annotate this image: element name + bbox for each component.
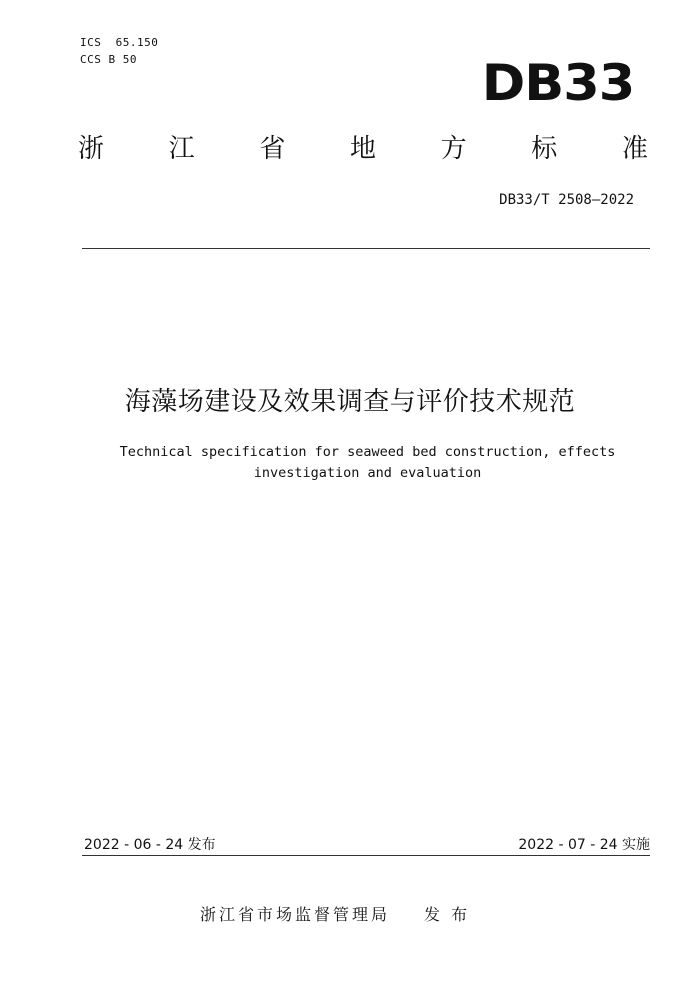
standard-type-heading <box>78 134 648 165</box>
standard-type-char: 方 <box>440 134 467 164</box>
bottom-divider <box>82 855 650 856</box>
standard-type-char: 省 <box>259 134 286 164</box>
issue-action: 发 布 <box>424 905 471 924</box>
top-divider <box>82 248 650 249</box>
date-row <box>84 834 650 854</box>
issuer-row <box>200 902 470 925</box>
title-english <box>60 442 675 484</box>
title-english-line-2: investigation and evaluation <box>253 465 482 481</box>
standard-number: DB33/T 2508—2022 <box>499 192 634 208</box>
standard-type-char: 标 <box>531 134 558 164</box>
ccs-code: CCS B 50 <box>80 53 137 66</box>
standard-type-char: 地 <box>349 134 376 164</box>
issuing-authority: 浙江省市场监督管理局 <box>200 905 391 924</box>
standard-type-char: 江 <box>168 134 195 164</box>
title-english-line-1: Technical specification for seaweed bed construction, effects <box>119 444 616 460</box>
ics-code: ICS 65.150 <box>80 36 159 49</box>
implementation-date: 2022 - 07 - 24 实施 <box>518 837 650 853</box>
standard-type-char: 浙 <box>78 134 105 164</box>
standard-type-char: 准 <box>621 134 648 164</box>
db33-logo: DB33 <box>481 54 634 112</box>
issue-date: 2022 - 06 - 24 发布 <box>84 837 216 853</box>
title-chinese: 海藻场建设及效果调查与评价技术规范 <box>124 387 576 417</box>
